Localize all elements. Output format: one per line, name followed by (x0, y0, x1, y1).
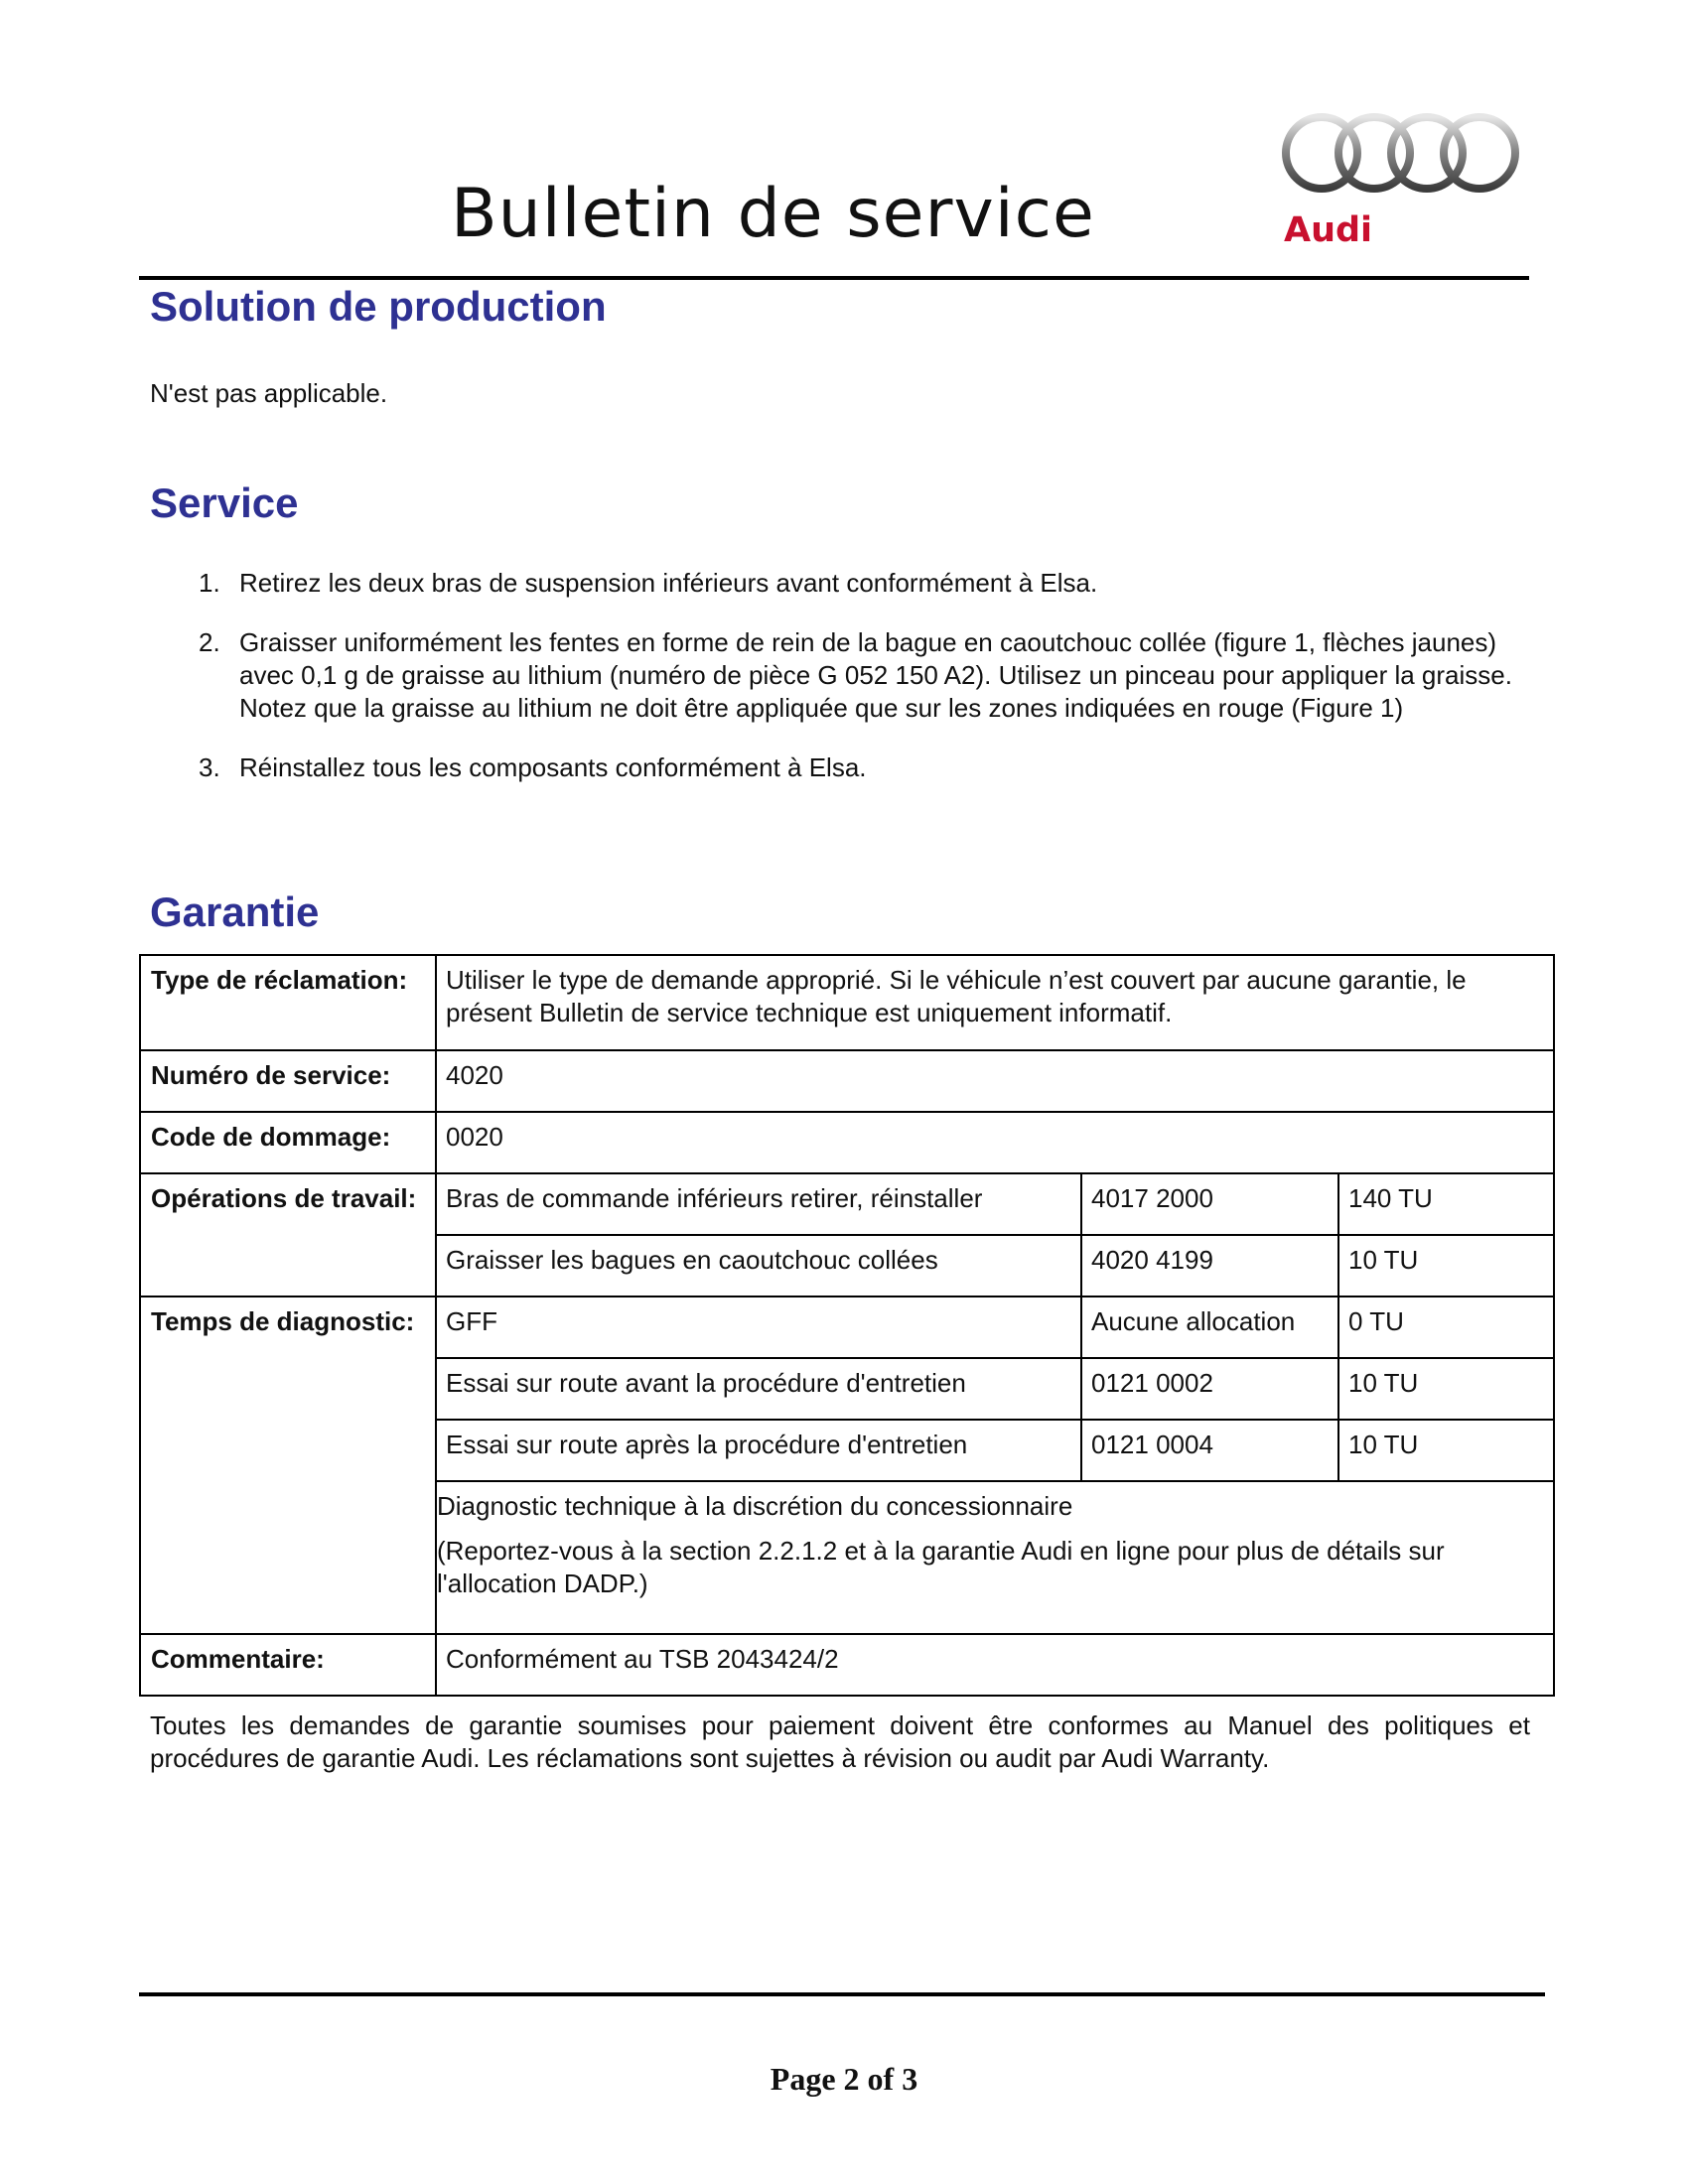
diag-op-code: 0121 0004 (1081, 1420, 1338, 1481)
labor-op-time: 140 TU (1338, 1173, 1554, 1235)
comment-label: Commentaire: (140, 1634, 436, 1696)
labor-op-desc: Graisser les bagues en caoutchouc collées (436, 1235, 1081, 1297)
page-number: Page 2 of 3 (770, 2061, 918, 2097)
service-step: 2. Graisser uniformément les fentes en forme de rein de la bague en caoutchouc collée (figure 1, flèches jaunes) avec 0,1 g de graisse au lithium (numéro de pièce G 052 150 A2). Utilisez un pinceau pour appliquer la graisse. Notez que la graisse au lithium ne doit être appliquée que sur les zones indiquées en rouge (Figure 1) (199, 627, 1512, 723)
warranty-table (139, 954, 1555, 1697)
diag-op-desc: Essai sur route après la procédure d'entretien (436, 1420, 1081, 1481)
service-step: 3. Réinstallez tous les composants conformément à Elsa. (199, 752, 867, 782)
header-divider (139, 276, 1529, 280)
table-row (140, 1173, 1554, 1235)
table-row (140, 1634, 1554, 1696)
service-number-label: Numéro de service: (140, 1050, 436, 1112)
service-steps (151, 567, 1541, 811)
table-row (140, 1050, 1554, 1112)
service-step: 1. Retirez les deux bras de suspension inférieurs avant conformément à Elsa. (199, 568, 1098, 598)
diag-op-time: 10 TU (1338, 1358, 1554, 1420)
diag-op-time: 0 TU (1338, 1297, 1554, 1358)
labor-op-desc: Bras de commande inférieurs retirer, réinstaller (436, 1173, 1081, 1235)
production-text: N'est pas applicable. (150, 378, 388, 408)
damage-code-label: Code de dommage: (140, 1112, 436, 1173)
table-row (140, 1297, 1554, 1358)
audi-brand-text: Audi (1284, 210, 1373, 250)
diag-op-time: 10 TU (1338, 1420, 1554, 1481)
diag-op-code: Aucune allocation (1081, 1297, 1338, 1358)
production-heading: Solution de production (150, 283, 607, 330)
diag-op-desc: GFF (436, 1297, 1081, 1358)
labor-op-code: 4017 2000 (1081, 1173, 1338, 1235)
diag-time-label: Temps de diagnostic: (140, 1297, 436, 1634)
labor-ops-label: Opérations de travail: (140, 1173, 436, 1297)
dealer-discretion-note: (Reportez-vous à la section 2.2.1.2 et à la garantie Audi en ligne pour plus de détails sur l'allocation DADP.) (437, 1536, 1445, 1598)
dealer-discretion-line: Diagnostic technique à la discrétion du concessionnaire (437, 1491, 1073, 1521)
diag-op-code: 0121 0002 (1081, 1358, 1338, 1420)
service-number-value: 4020 (436, 1050, 1554, 1112)
diag-op-desc: Essai sur route avant la procédure d'entretien (436, 1358, 1081, 1420)
table-row (140, 1112, 1554, 1173)
document-title: Bulletin de service (451, 175, 1095, 253)
labor-op-time: 10 TU (1338, 1235, 1554, 1297)
table-row (140, 955, 1554, 1050)
dealer-discretion-cell (436, 1481, 1554, 1634)
comment-value: Conformément au TSB 2043424/2 (436, 1634, 1554, 1696)
warranty-heading: Garantie (150, 888, 320, 935)
claim-type-value: Utiliser le type de demande approprié. Si le véhicule n’est couvert par aucune garantie, le présent Bulletin de service technique est uniquement informatif. (436, 955, 1554, 1050)
claim-type-label: Type de réclamation: (140, 955, 436, 1050)
labor-op-code: 4020 4199 (1081, 1235, 1338, 1297)
damage-code-value: 0020 (436, 1112, 1554, 1173)
service-heading: Service (150, 479, 299, 526)
footer-divider (139, 1992, 1545, 1996)
warranty-footer-note: Toutes les demandes de garantie soumises pour paiement doivent être conformes au Manuel des politiques et procédures de garantie Audi. Les réclamations sont sujettes à révision ou audit par Audi Warranty. (150, 1710, 1530, 1773)
